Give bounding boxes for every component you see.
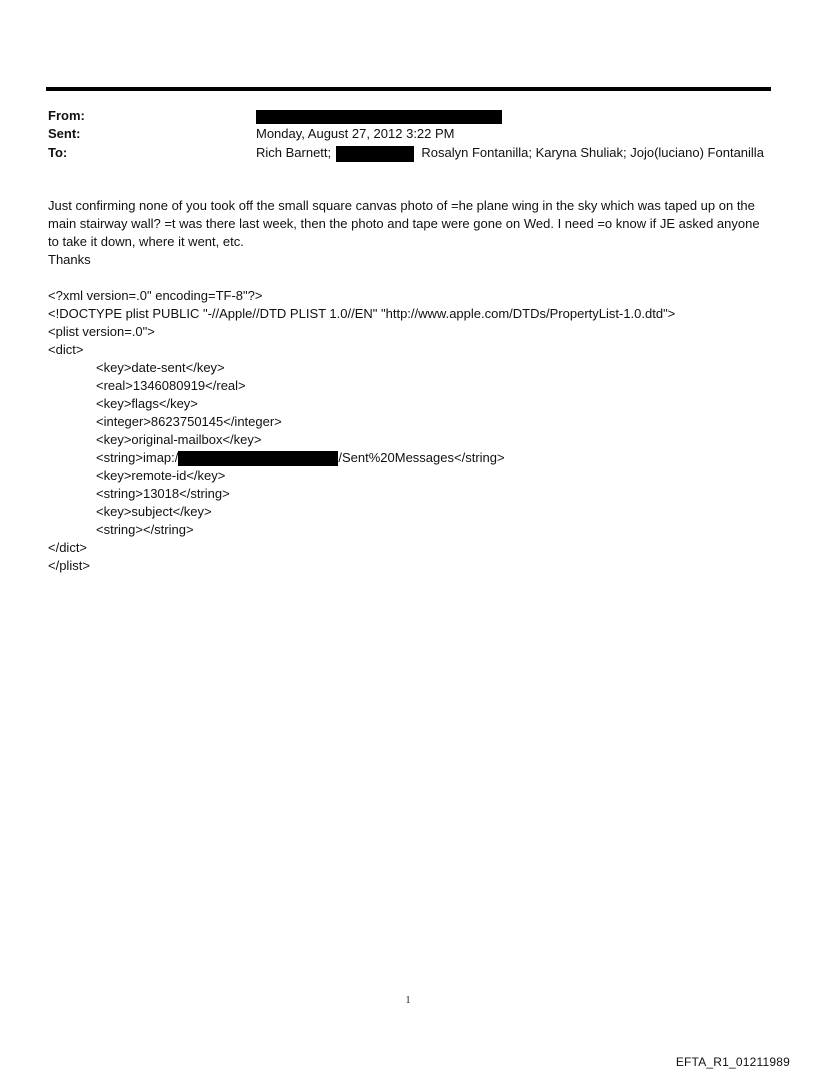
plist-block xyxy=(48,287,770,575)
key-subject: <key>subject</key> xyxy=(96,504,212,519)
sent-value: Monday, August 27, 2012 3:22 PM xyxy=(256,126,455,141)
integer-value: <integer>8623750145</integer> xyxy=(96,414,282,429)
dict-close-tag: </dict> xyxy=(48,540,88,555)
to-value xyxy=(256,144,764,162)
body-paragraph: Just confirming none of you took off the small square canvas photo of =he plane wing in the sky which was taped up on the main stairway wall? =t was there last week, then the photo and tape were gone on Wed. I need =o know if JE asked anyone to take it down, where it went, etc. xyxy=(48,198,760,249)
from-value xyxy=(256,107,502,125)
key-remote-id: <key>remote-id</key> xyxy=(96,468,226,483)
redaction-box xyxy=(336,146,414,162)
sent-label: Sent: xyxy=(48,126,81,141)
remote-id-value: <string>13018</string> xyxy=(96,486,230,501)
from-label: From: xyxy=(48,108,85,123)
mailbox-suffix: /Sent%20Messages</string> xyxy=(338,450,505,465)
xml-declaration: <?xml version=.0" encoding=TF-8"?> xyxy=(48,288,263,303)
plist-open-tag: <plist version=.0"> xyxy=(48,324,155,339)
page-number: 1 xyxy=(405,995,411,1006)
recipient-rich-barnett: Rich Barnett; xyxy=(256,145,332,160)
key-flags: <key>flags</key> xyxy=(96,396,198,411)
email-body xyxy=(48,197,770,269)
header-rule xyxy=(46,87,771,91)
plist-close-tag: </plist> xyxy=(48,558,90,573)
subject-value: <string></string> xyxy=(96,522,194,537)
redaction-box xyxy=(178,451,338,466)
mailbox-string xyxy=(48,449,770,467)
key-date-sent: <key>date-sent</key> xyxy=(96,360,225,375)
dict-open-tag: <dict> xyxy=(48,342,84,357)
body-closing: Thanks xyxy=(48,252,91,267)
key-original-mailbox: <key>original-mailbox</key> xyxy=(96,432,262,447)
to-label: To: xyxy=(48,145,68,160)
doctype-line: <!DOCTYPE plist PUBLIC "-//Apple//DTD PLIST 1.0//EN" "http://www.apple.com/DTDs/PropertyList-1.0.dtd"> xyxy=(48,306,676,321)
bates-number: EFTA_R1_01211989 xyxy=(675,1055,790,1069)
redaction-box xyxy=(256,110,502,124)
mailbox-prefix: <string>imap:/ xyxy=(96,450,179,465)
real-value: <real>1346080919</real> xyxy=(96,378,246,393)
recipient-list: Rosalyn Fontanilla; Karyna Shuliak; Jojo(luciano) Fontanilla xyxy=(421,145,764,160)
